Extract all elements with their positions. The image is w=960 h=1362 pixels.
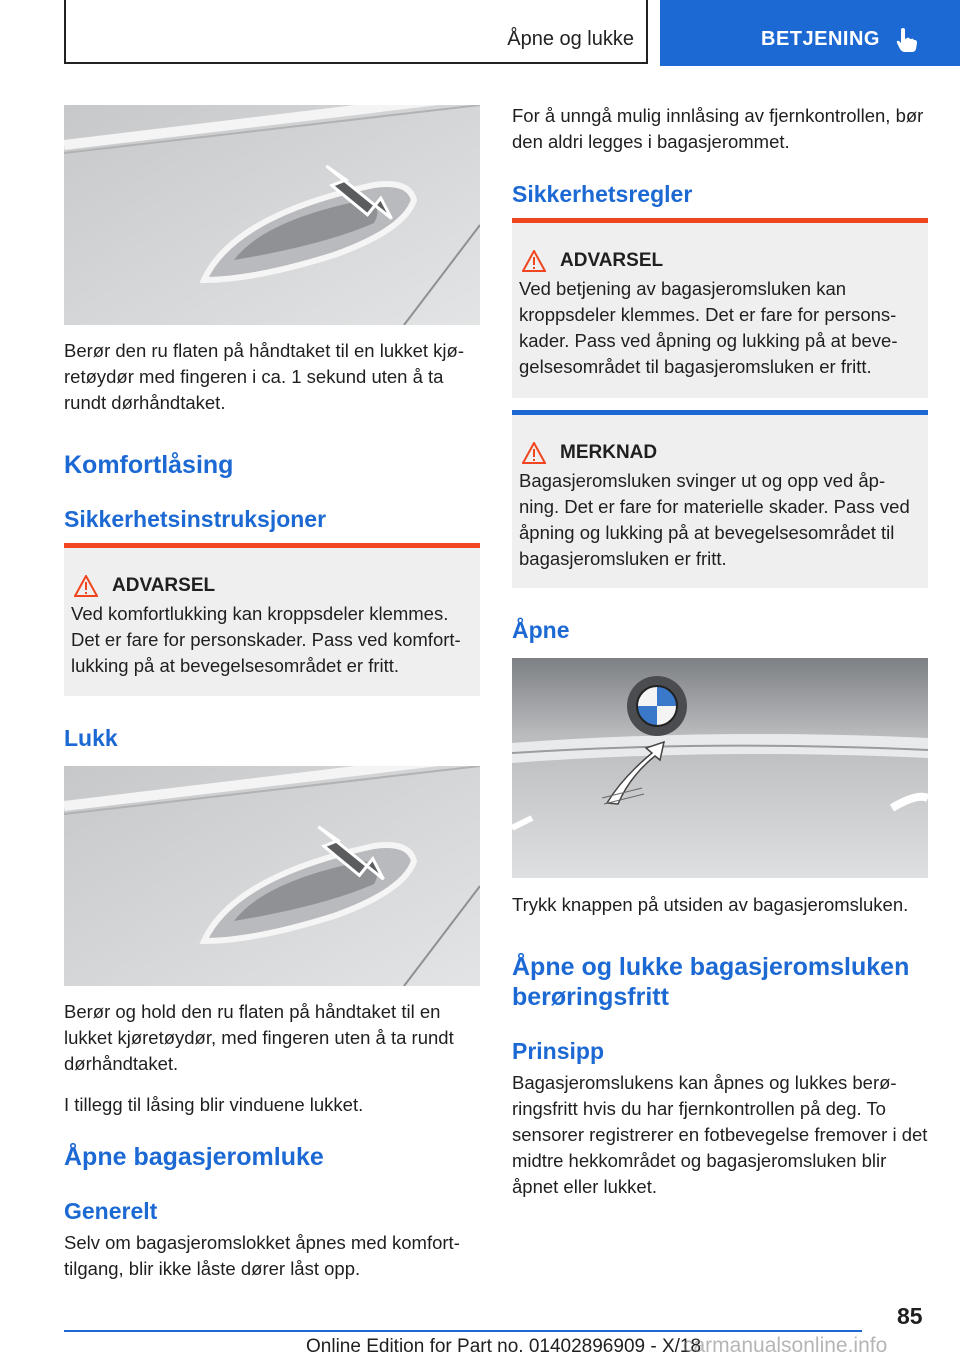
warning-box-bagasjeromsluken (512, 218, 928, 398)
heading-sikkerhetsregler: Sikkerhetsregler (512, 181, 693, 207)
paragraph-avoid-lockin: For å unngå mulig innlåsing av fjernkontrollen, bør den aldri legges i bagasjerommet. (512, 105, 924, 152)
notice-bar (512, 410, 928, 415)
warning-bar (512, 218, 928, 223)
paragraph-prinsipp: Bagasjeromslukens kan åpnes og lukkes berø‐ringsfritt hvis du har fjernkontrollen på deg. To sensorer registrerer en fotbevegelse fremover i det midtre hekkområdet og bagasjeromsluken blir åpnet eller lukket. (512, 1072, 928, 1197)
header-section-title: Åpne og lukke (507, 28, 634, 50)
caption-touch-handle: Berør den ru flaten på håndtaket til en lukket kjø‐retøydør med fingeren i ca. 1 sekund uten å ta rundt dørhåndtaket. (64, 340, 465, 413)
warning-body: Ved betjening av bagasjeromsluken kan kroppsdeler klemmes. Det er fare for persons‐kader. Pass ved åpning og lukking på at beve‐gelsesområdet til bagasjeromsluken er fritt. (519, 278, 898, 377)
warning-bar (64, 543, 480, 548)
warning-triangle-icon (74, 575, 98, 602)
subheading-generelt: Generelt (64, 1198, 158, 1224)
heading-apne-bagasjeromluke: Åpne bagasjeromluke (64, 1143, 324, 1171)
heading-komfortlasing: Komfortlåsing (64, 451, 234, 479)
warning-title: ADVARSEL (112, 575, 216, 596)
warning-body: Ved komfortlukking kan kroppsdeler klemmes. Det er fare for personskader. Pass ved komfort‐lukking på at bevegelsesområdet er fritt. (71, 603, 461, 676)
caption-hold-handle: Berør og hold den ru flaten på håndtaket til en lukket kjøretøydør, med fingeren uten å ta rundt dørhåndtaket. (64, 1001, 454, 1074)
notice-box-bagasjeromsluken (512, 410, 928, 588)
heading-beroringsfritt: Åpne og lukke bagasjeromsluken berøringsfritt (512, 953, 910, 1011)
watermark: carmanualsonline.info (683, 1334, 888, 1357)
header-section-box (64, 0, 648, 64)
warning-box-komfort (64, 543, 480, 696)
page-number: 85 (897, 1303, 923, 1329)
footer-divider (64, 1330, 862, 1332)
door-handle-touch-image (64, 105, 480, 325)
warning-title: ADVARSEL (560, 250, 664, 271)
notice-title: MERKNAD (560, 442, 658, 463)
heading-lukk: Lukk (64, 725, 118, 751)
header-chapter-tab[interactable] (660, 0, 960, 66)
subheading-prinsipp: Prinsipp (512, 1038, 605, 1064)
door-handle-hold-image (64, 766, 480, 986)
paragraph-generelt: Selv om bagasjeromslokket åpnes med komfort‐tilgang, blir ikke låste dører låst opp. (64, 1232, 460, 1279)
notice-body: Bagasjeromsluken svinger ut og opp ved åp‐ning. Det er fare for materielle skader. Pass ved åpning og lukking på at bevegelsesområdet til bagasjeromsluken er fritt. (519, 470, 910, 569)
trunk-button-image (512, 658, 928, 878)
notice-triangle-icon (522, 442, 546, 469)
paragraph-windows-closed: I tillegg til låsing blir vinduene lukket. (64, 1094, 364, 1115)
footer-edition-text: Online Edition for Part no. 01402896909 - X/18 (306, 1336, 702, 1357)
subheading-sikkerhetsinstruksjoner: Sikkerhetsinstruksjoner (64, 506, 327, 532)
hand-pointer-icon (896, 27, 918, 58)
warning-triangle-icon (522, 250, 546, 277)
chapter-tab-label: BETJENING (761, 28, 880, 50)
caption-press-button: Trykk knappen på utsiden av bagasjeromsluken. (512, 894, 909, 915)
heading-apne: Åpne (512, 617, 570, 643)
